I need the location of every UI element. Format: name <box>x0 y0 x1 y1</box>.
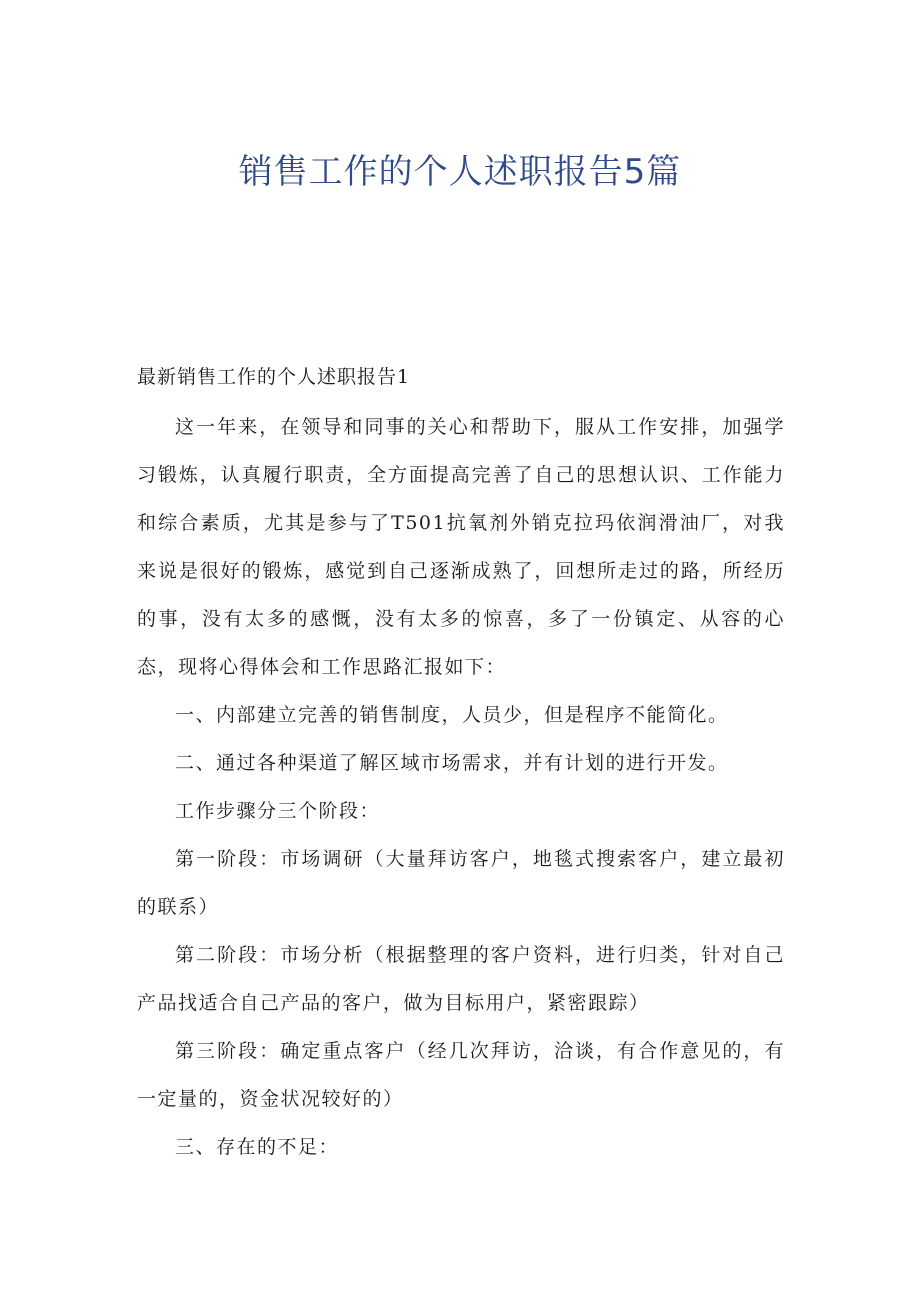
paragraph: 这一年来，在领导和同事的关心和帮助下，服从工作安排，加强学习锻炼，认真履行职责，全方面提高完善了自己的思想认识、工作能力和综合素质，尤其是参与了T501抗氧剂外销克拉玛依润滑油厂，对我来说是很好的锻炼，感觉到自己逐渐成熟了，回想所走过的路，所经历的事，没有太多的感慨，没有太多的惊喜，多了一份镇定、从容的心态，现将心得体会和工作思路汇报如下： <box>137 416 785 678</box>
document-title: 销售工作的个人述职报告5篇 <box>238 152 682 192</box>
document-body <box>137 361 785 1171</box>
paragraph: 一、内部建立完善的销售制度，人员少，但是程序不能简化。 <box>175 704 729 726</box>
paragraph: 第三阶段：确定重点客户（经几次拜访，洽谈，有合作意见的，有一定量的，资金状况较好的） <box>137 1040 785 1110</box>
paragraph: 第一阶段：市场调研（大量拜访客户，地毯式搜索客户，建立最初的联系） <box>137 848 785 918</box>
paragraph: 三、存在的不足： <box>175 1136 340 1158</box>
paragraph: 工作步骤分三个阶段： <box>175 800 381 822</box>
paragraph: 第二阶段：市场分析（根据整理的客户资料，进行归类，针对自己产品找适合自己产品的客户，做为目标用户，紧密跟踪） <box>137 944 785 1014</box>
section-heading: 最新销售工作的个人述职报告1 <box>137 366 411 388</box>
paragraph: 二、通过各种渠道了解区域市场需求，并有计划的进行开发。 <box>175 752 729 774</box>
